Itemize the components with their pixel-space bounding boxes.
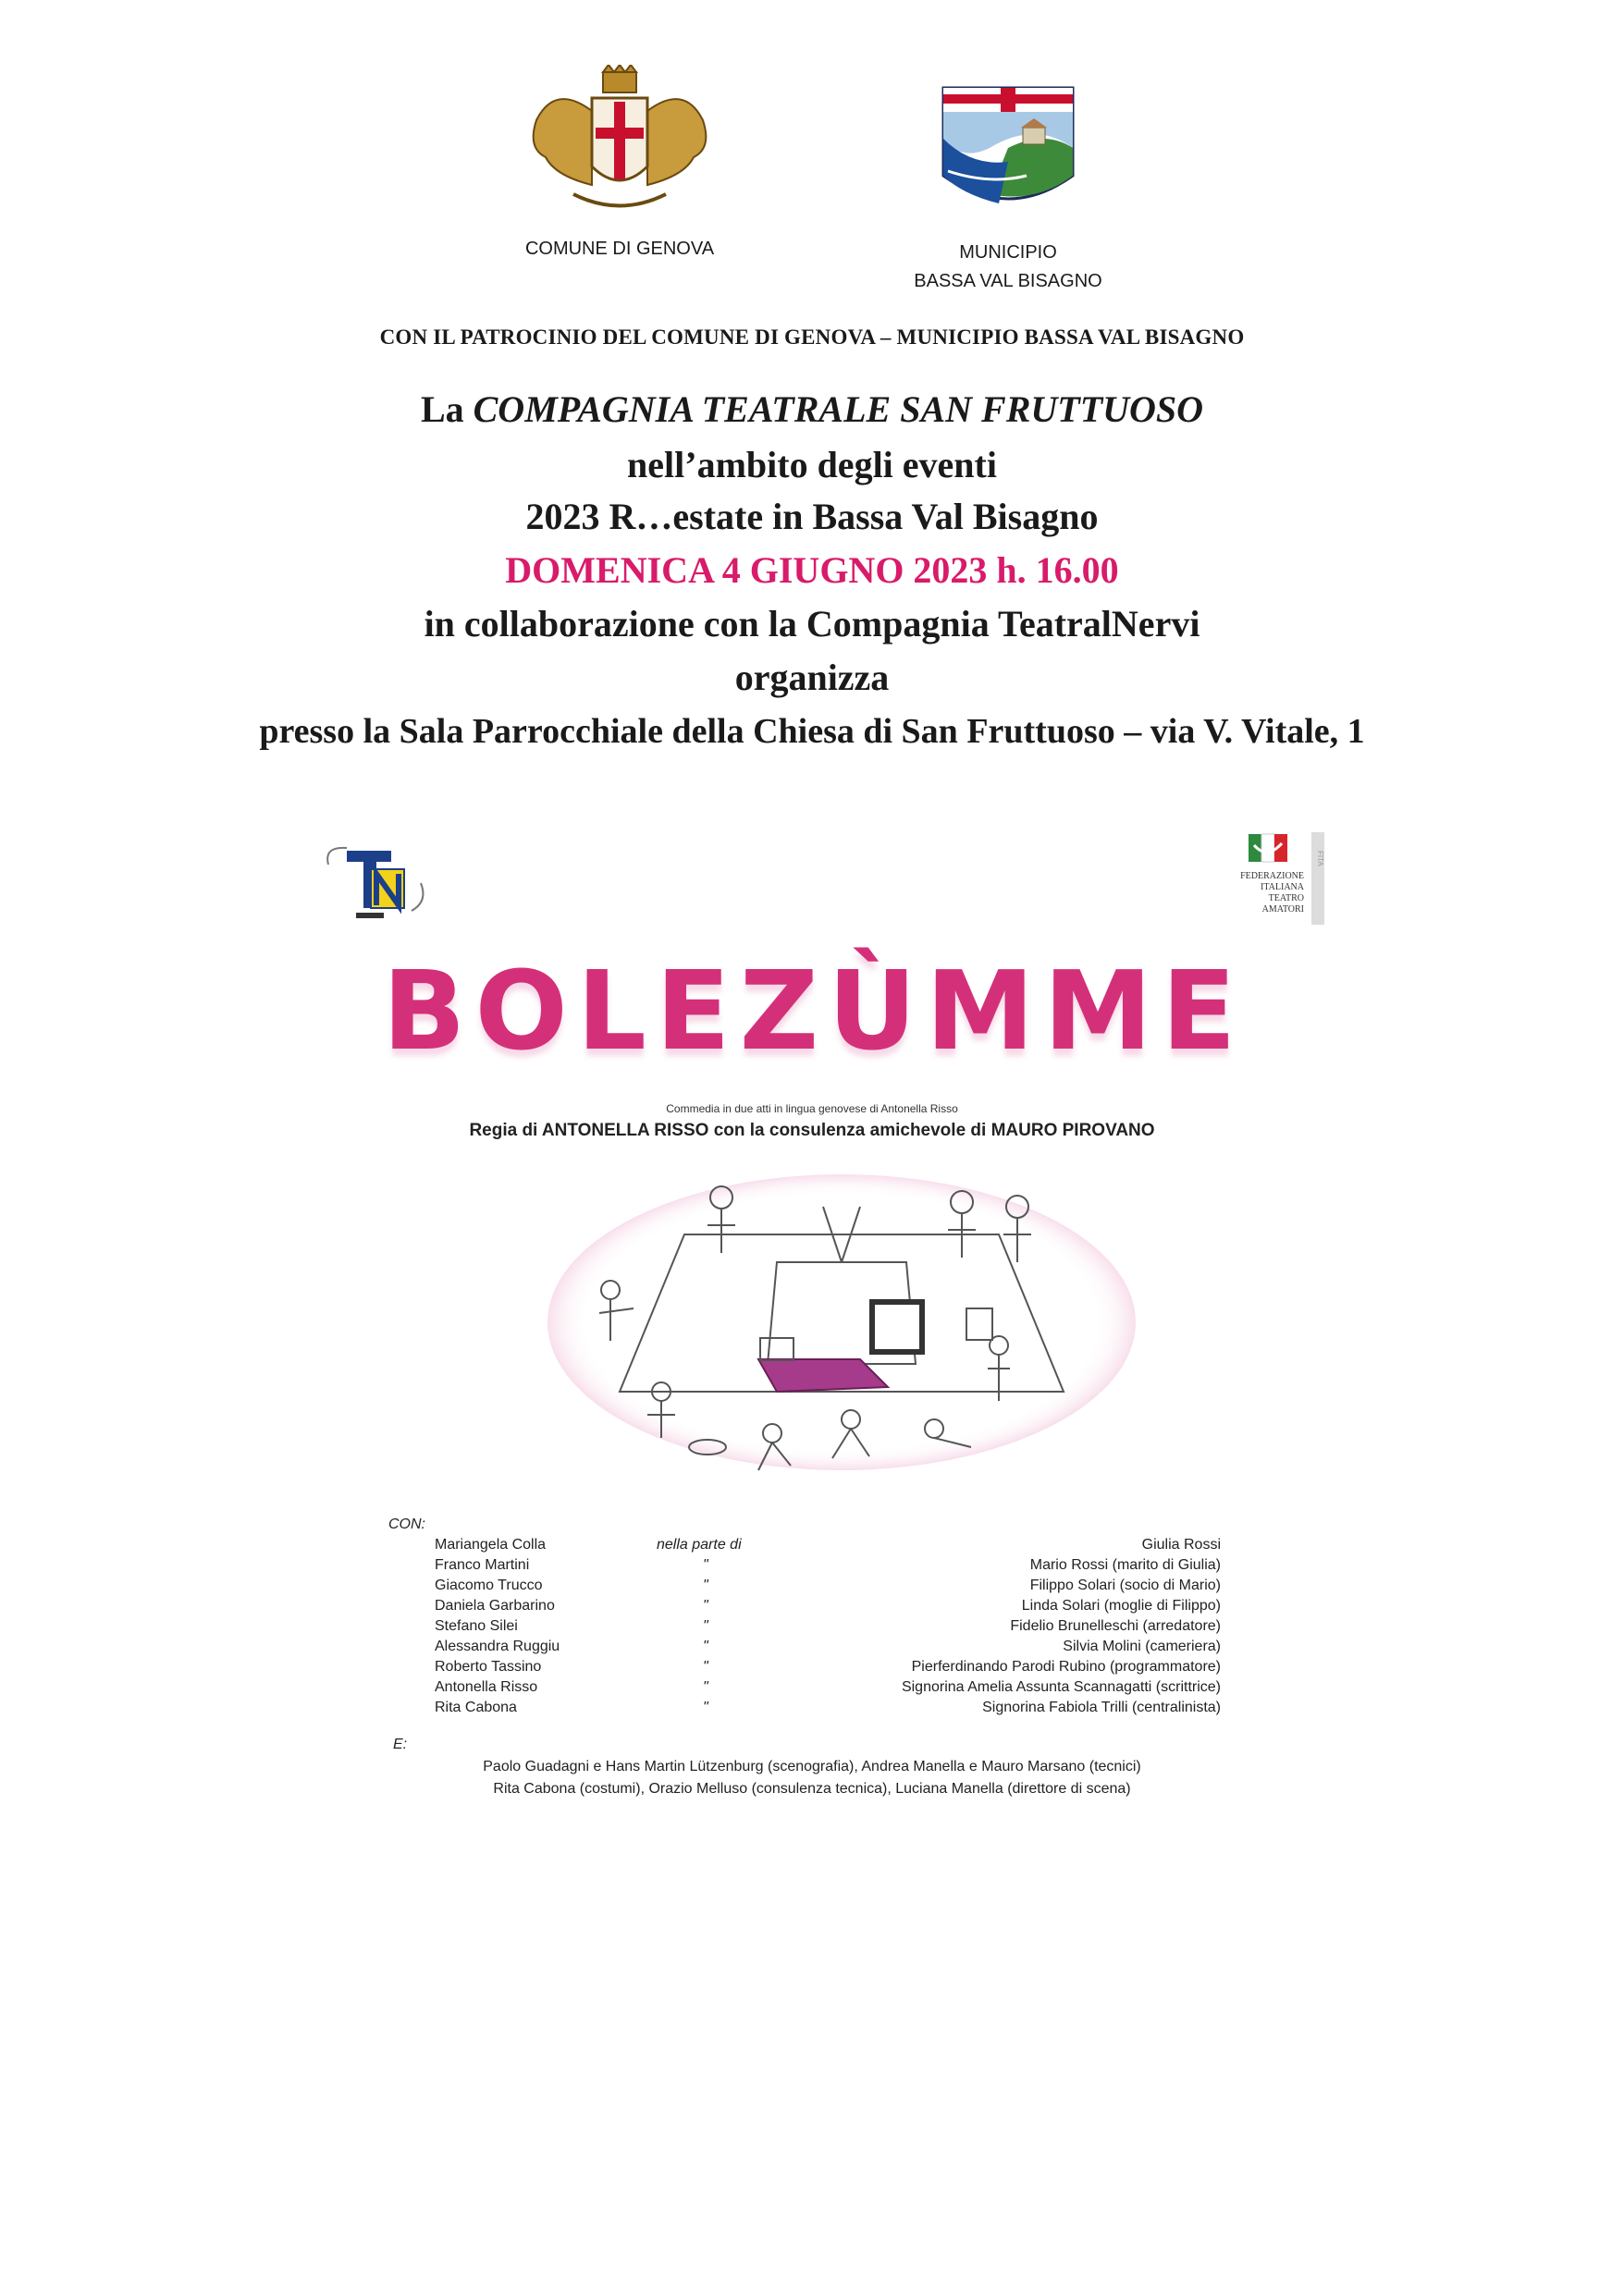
show-title-block xyxy=(351,947,1276,1089)
cast-ditto-mark: " xyxy=(703,1639,708,1654)
cast-row xyxy=(388,1578,1221,1598)
show-subtitle: Commedia in due atti in lingua genovese di Antonella Risso xyxy=(666,1102,958,1115)
cast-actor: Mariangela Colla xyxy=(435,1537,547,1553)
cast-ditto-mark: " xyxy=(703,1700,708,1715)
credits-line-2: Rita Cabona (costumi), Orazio Melluso (consulenza tecnica), Luciana Manella (direttore di scena) xyxy=(493,1781,1131,1797)
credits-intro: E: xyxy=(393,1737,408,1752)
cast-role: Fidelio Brunelleschi (arredatore) xyxy=(1010,1618,1221,1634)
cast-row xyxy=(388,1618,1221,1639)
company-prefix: La xyxy=(420,388,474,430)
genova-crest-icon xyxy=(518,65,721,217)
cast-ditto-mark: " xyxy=(703,1679,708,1695)
announcement-organizza-line: organizza xyxy=(734,657,890,698)
cast-row xyxy=(388,1659,1221,1679)
fita-logo-icon xyxy=(1212,832,1332,929)
cast-role-label: nella parte di xyxy=(657,1537,742,1553)
cast-actor: Roberto Tassino xyxy=(435,1659,542,1675)
announcement-date-line: DOMENICA 4 GIUGNO 2023 h. 16.00 xyxy=(505,549,1119,591)
teatralnervi-logo-icon xyxy=(319,837,430,925)
cast-role: Signorina Amelia Assunta Scannagatti (scrittrice) xyxy=(901,1679,1221,1695)
comune-label: COMUNE DI GENOVA xyxy=(524,239,715,259)
cast-actor: Rita Cabona xyxy=(435,1700,517,1715)
cast-role: Filippo Solari (socio di Mario) xyxy=(1029,1578,1221,1593)
cast-role: Silvia Molini (cameriera) xyxy=(1063,1639,1221,1654)
show-direction: Regia di ANTONELLA RISSO con la consulenza amichevole di MAURO PIROVANO xyxy=(469,1121,1155,1140)
municipio-crest-icon xyxy=(934,83,1082,222)
announcement-event-line: nell’ambito degli eventi xyxy=(627,444,997,485)
announcement-venue-line: presso la Sala Parrocchiale della Chiesa di San Fruttuoso – via V. Vitale, 1 xyxy=(259,712,1365,751)
fita-text-3: TEATRO xyxy=(1268,893,1304,903)
cast-role: Signorina Fabiola Trilli (centralinista) xyxy=(982,1700,1221,1715)
patrocinio-line: CON IL PATROCINIO DEL COMUNE DI GENOVA – MUNICIPIO BASSA VAL BISAGNO xyxy=(379,325,1245,349)
cast-ditto-mark: " xyxy=(703,1578,708,1593)
cast-row xyxy=(388,1639,1221,1659)
cast-intro: CON: xyxy=(388,1516,425,1532)
bedroom-scene-illustration xyxy=(546,1170,1138,1475)
cast-ditto-mark: " xyxy=(703,1598,708,1614)
fita-text-4: AMATORI xyxy=(1261,904,1304,915)
show-title: BOLEZÙMME xyxy=(382,947,1246,1074)
cast-row xyxy=(388,1598,1221,1618)
cast-role: Pierferdinando Parodi Rubino (programmatore) xyxy=(911,1659,1221,1675)
credits-line-1: Paolo Guadagni e Hans Martin Lützenburg (scenografia), Andrea Manella e Mauro Marsano (tecnici) xyxy=(483,1759,1141,1774)
fita-text-1: FEDERAZIONE xyxy=(1240,871,1304,881)
cast-ditto-mark: " xyxy=(703,1659,708,1675)
announcement-festival-line: 2023 R…estate in Bassa Val Bisagno xyxy=(525,496,1099,537)
cast-row xyxy=(388,1537,1221,1557)
company-name: COMPAGNIA TEATRALE SAN FRUTTUOSO xyxy=(473,388,1204,430)
cast-actor: Giacomo Trucco xyxy=(435,1578,543,1593)
svg-text:FITA: FITA xyxy=(1316,851,1324,866)
announcement-company-line xyxy=(0,388,1624,430)
cast-ditto-mark: " xyxy=(703,1618,708,1634)
cast-actor: Franco Martini xyxy=(435,1557,530,1573)
cast-role: Giulia Rossi xyxy=(1141,1537,1221,1553)
fita-text-2: ITALIANA xyxy=(1261,882,1304,892)
municipio-sublabel: BASSA VAL BISAGNO xyxy=(914,271,1102,291)
cast-row xyxy=(388,1700,1221,1720)
municipio-label: MUNICIPIO xyxy=(959,242,1057,263)
cast-row xyxy=(388,1679,1221,1700)
cast-role: Linda Solari (moglie di Filippo) xyxy=(1021,1598,1221,1614)
cast-actor: Daniela Garbarino xyxy=(435,1598,555,1614)
cast-actor: Alessandra Ruggiu xyxy=(435,1639,560,1654)
cast-actor: Antonella Risso xyxy=(435,1679,538,1695)
cast-actor: Stefano Silei xyxy=(435,1618,518,1634)
cast-ditto-mark: " xyxy=(703,1557,708,1573)
announcement-collab-line: in collaborazione con la Compagnia TeatralNervi xyxy=(424,603,1200,645)
cast-role: Mario Rossi (marito di Giulia) xyxy=(1029,1557,1221,1573)
cast-row xyxy=(388,1557,1221,1578)
